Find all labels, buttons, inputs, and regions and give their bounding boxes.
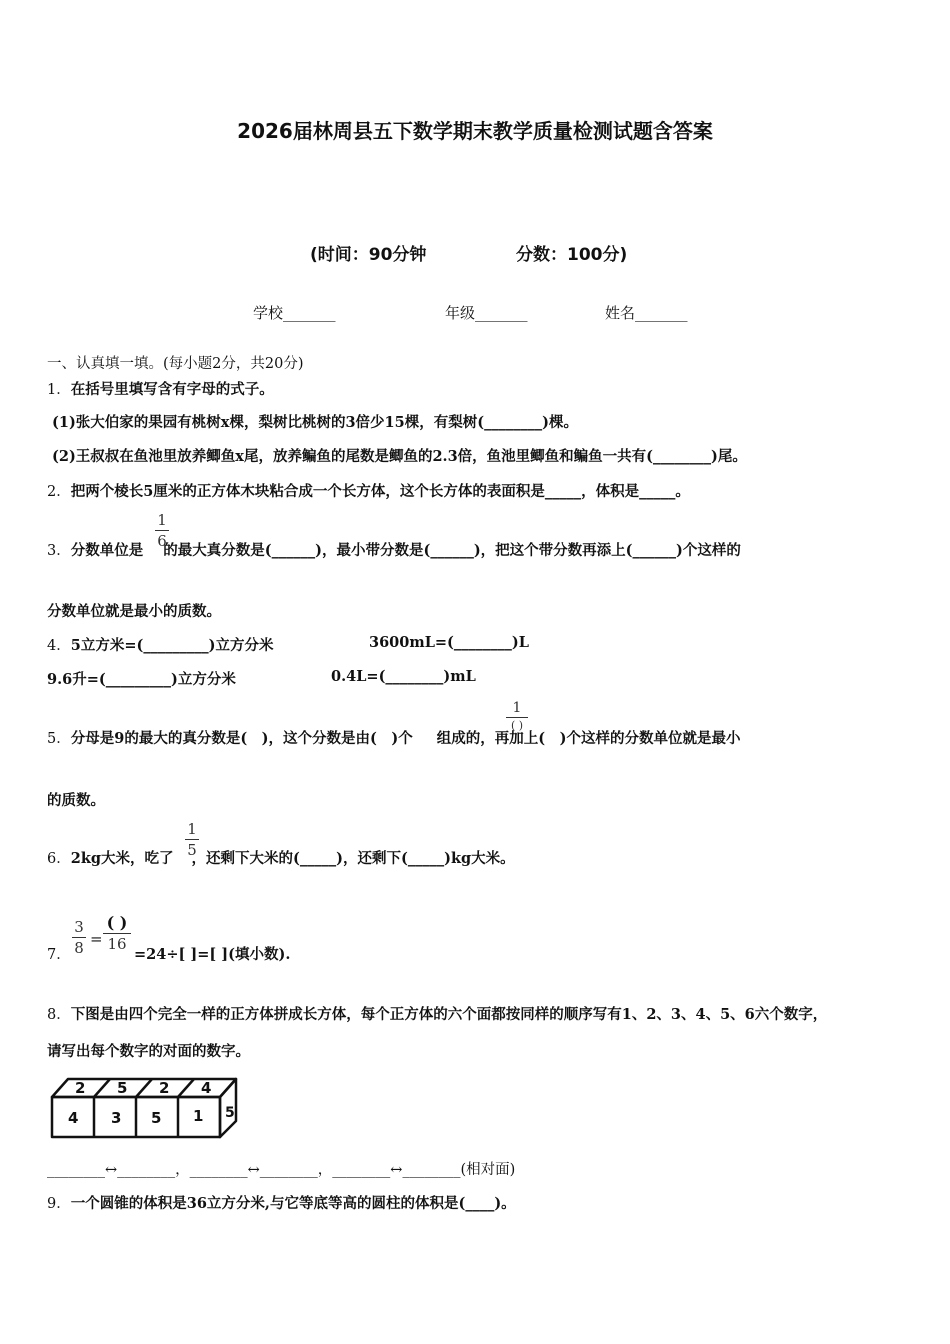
numerator: ( ) [106, 913, 128, 932]
question-9 [47, 1192, 516, 1213]
school-field: 学校_______ [253, 304, 336, 322]
question-text: 下图是由四个完全一样的正方体拼成长方体，每个正方体的六个面都按同样的顺序写有1、2、3、4、5、6六个数字， [70, 1006, 828, 1023]
cube-divider [136, 1079, 152, 1097]
denominator: 6 [157, 532, 167, 550]
question-number: 4． [47, 638, 71, 654]
fraction-three-eighths [72, 918, 86, 957]
question-4-a [47, 634, 273, 655]
question-number: 2． [47, 484, 71, 500]
fraction-unit [506, 700, 528, 732]
question-8 [47, 1003, 827, 1024]
question-4-d: 0.4L=(________)mL [331, 668, 476, 685]
fraction-one-sixth [155, 511, 169, 550]
front-digit: 4 [68, 1109, 79, 1127]
top-digit: 2 [159, 1079, 170, 1097]
numerator: 1 [512, 700, 522, 716]
fraction-bar [185, 839, 199, 840]
question-text: 把两个棱长5厘米的正方体木块粘合成一个长方体，这个长方体的表面积是_____，体积是_____。 [70, 483, 690, 500]
fraction-bar [72, 937, 86, 938]
question-1-part-1: (1)张大伯家的果园有桃树x棵，梨树比桃树的3倍少15棵，有梨树(________)棵。 [52, 414, 578, 431]
front-digit: 3 [111, 1109, 122, 1127]
question-text: 分母是9的最大的真分数是( )，这个分数是由( )个 [70, 730, 413, 747]
question-number: 3． [47, 543, 71, 559]
top-digit: 4 [201, 1079, 212, 1097]
top-digit: 2 [75, 1079, 86, 1097]
question-number: 1． [47, 382, 71, 398]
numerator: 1 [187, 820, 197, 838]
question-7-number [47, 943, 71, 964]
cube-divider [94, 1079, 110, 1097]
question-6 [47, 847, 515, 868]
question-3 [47, 539, 741, 560]
question-4-b: 3600mL=(________)L [369, 634, 529, 651]
fraction-bar [103, 933, 131, 934]
question-text: 5立方米=(_________)立方分米 [70, 637, 274, 654]
page-title: 2026届林周县五下数学期末教学质量检测试题含答案 [237, 119, 713, 143]
fraction-blank-sixteenths [103, 913, 131, 953]
question-8-answer-line: ________↔________，________↔________，________↔________(相对面) [47, 1162, 516, 1178]
question-text: 组成的，再加上( )个这样的分数单位就是最小 [436, 730, 741, 747]
question-text: 分数单位是 [70, 542, 144, 559]
question-7-text: =24÷[ ]=[ ](填小数). [134, 946, 291, 963]
exam-time: (时间：90分钟 [310, 245, 427, 265]
question-text: 一个圆锥的体积是36立方分米,与它等底等高的圆柱的体积是(____)。 [70, 1195, 516, 1212]
name-field: 姓名_______ [605, 304, 688, 322]
cube-divider [178, 1079, 194, 1097]
question-number: 9． [47, 1196, 71, 1212]
equals-sign: = [90, 930, 103, 948]
front-digit: 1 [193, 1107, 204, 1125]
question-1-part-2: (2)王叔叔在鱼池里放养鲫鱼x尾，放养鳊鱼的尾数是鲫鱼的2.3倍，鱼池里鲫鱼和鳊鱼一共有(________)尾。 [52, 448, 747, 465]
question-8-continued: 请写出每个数字的对面的数字。 [47, 1043, 250, 1060]
front-digit: 5 [151, 1109, 162, 1127]
numerator: 3 [74, 918, 84, 936]
cube-prism-figure [48, 1074, 240, 1142]
question-text: 在括号里填写含有字母的式子。 [70, 381, 274, 398]
fraction-one-fifth [185, 820, 199, 859]
denominator: 16 [107, 935, 127, 953]
section-heading: 一、认真填一填。(每小题2分，共20分) [47, 356, 304, 372]
question-text: ，还剩下大米的(_____)，还剩下(_____)kg大米。 [191, 850, 515, 867]
question-1 [47, 378, 274, 399]
question-text: 的最大真分数是(______)，最小带分数是(______)，把这个带分数再添上(______)个这样的 [163, 542, 741, 559]
question-number: 8． [47, 1007, 71, 1023]
question-2 [47, 480, 690, 501]
denominator: 5 [187, 841, 197, 859]
exam-score: 分数：100分) [516, 245, 628, 265]
question-3-continued: 分数单位就是最小的质数。 [47, 603, 221, 620]
grade-field: 年级_______ [445, 304, 528, 322]
fraction-bar [506, 717, 528, 718]
question-text: 2kg大米，吃了 [70, 850, 174, 867]
top-digit: 5 [117, 1079, 128, 1097]
denominator: ( ) [510, 719, 524, 732]
denominator: 8 [74, 939, 84, 957]
question-number: 6． [47, 851, 71, 867]
question-5 [47, 727, 741, 748]
question-4-c: 9.6升=(_________)立方分米 [47, 671, 236, 688]
question-5-continued: 的质数。 [47, 792, 105, 809]
question-number: 5． [47, 731, 71, 747]
side-digit: 5 [225, 1105, 235, 1121]
fraction-bar [155, 530, 169, 531]
numerator: 1 [157, 511, 167, 529]
question-number: 7． [47, 947, 71, 963]
